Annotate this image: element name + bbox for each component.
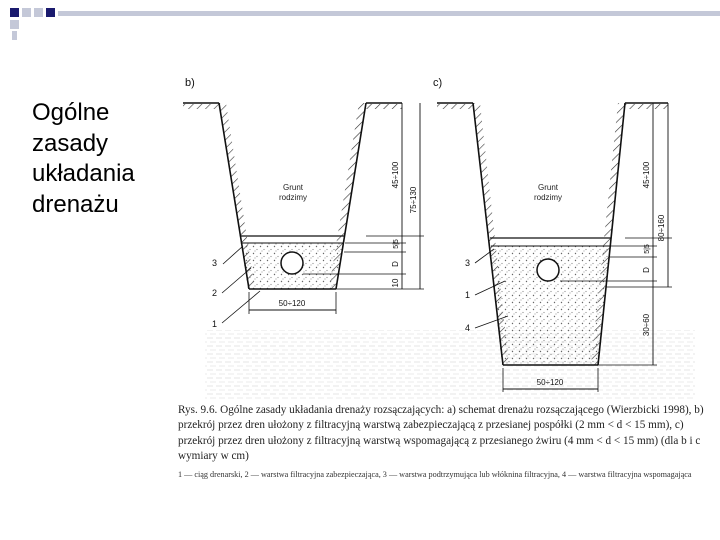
slide-title-line-3: układania: [32, 160, 135, 187]
panel-c-dim-45-100: 45÷100: [642, 161, 651, 189]
figure-caption: Rys. 9.6. Ogólne zasady układania drenaży rozsączających: a) schemat drenażu rozsączającego (Wierzbicki 1998), b) przekrój przez dren ułożony z filtracyjną warstwą zabezpieczającą z przesianej pospółki (2 mm < d < 15 mm), c) przekrój przez dren ułożony z filtracyjną warstwą wspomagającą z przesianego żwiru (4 mm < d < 15 mm) (dla b i c wymiary w cm): [178, 404, 704, 463]
figure-caption-block: [178, 403, 706, 480]
panel-b-trench-wall-left: [219, 103, 249, 289]
deco-square-light-1: [22, 8, 31, 17]
panel-b-dim-10: 10: [391, 278, 400, 288]
panel-b-drain-pipe: [281, 252, 303, 274]
panel-b-callout-3: 3: [212, 258, 218, 268]
panel-b-trench-wall-right: [336, 103, 366, 289]
deco-side-bar: [12, 31, 17, 40]
panel-b-soil-label-2: rodzimy: [278, 193, 308, 202]
panel-b-soil-label-1: Grunt: [282, 183, 304, 192]
deco-square-light-2: [34, 8, 43, 17]
panel-c-trench-wall-left: [473, 103, 503, 365]
panel-c-letter: c): [433, 77, 443, 89]
panel-b: [183, 77, 424, 329]
slide-corner-decoration: [0, 0, 720, 40]
panel-c-soil-label-2: rodzimy: [533, 193, 563, 202]
panel-b-dim-D: D: [391, 261, 400, 267]
panel-b-ground-hatch-right: [366, 104, 402, 109]
panel-c-drain-pipe: [537, 259, 559, 281]
deco-top-bar: [58, 11, 720, 16]
panel-c-width-dim: 50÷120: [536, 378, 564, 387]
slide-title-line-2: zasady: [32, 129, 109, 157]
panel-c-dim-80-160: 80÷160: [657, 214, 666, 242]
panel-c-dim-30-60: 30÷60: [642, 313, 651, 337]
panel-b-callout-2: 2: [212, 288, 218, 298]
panel-b-letter: b): [185, 77, 195, 89]
panel-b-ground-hatch-left: [183, 104, 219, 109]
panel-c-ground-hatch-left: [437, 104, 473, 109]
panel-c-ground-hatch-right: [625, 104, 668, 109]
panel-b-leader-1: [222, 291, 260, 323]
figure-legend: 1 — ciąg drenarski, 2 — warstwa filtracyjna zabezpieczająca, 3 — warstwa podtrzymująca lub włóknina filtracyjna, 4 — warstwa filtracyjna wspomagająca: [178, 469, 692, 479]
panel-b-dim-45-100: 45÷100: [391, 161, 400, 189]
panel-b-leader-2: [222, 268, 251, 293]
slide-title: [32, 98, 182, 220]
panel-c-dim-D: D: [642, 267, 651, 273]
slide-title-line-1: Ogólne: [32, 99, 110, 126]
panel-b-width-dim: 50÷120: [278, 299, 306, 308]
panel-c-soil-label-1: Grunt: [537, 183, 559, 192]
panel-b-dim-75-130: 75÷130: [409, 186, 418, 214]
panel-c-dim-5-5: 5|5: [644, 244, 651, 254]
panel-b-callout-1: 1: [212, 319, 218, 329]
panel-b-dim-5-5: 5|5: [393, 239, 400, 249]
panel-c-callout-4: 4: [465, 323, 471, 333]
slide-title-line-4: drenażu: [32, 190, 119, 218]
panel-c-callout-1: 1: [465, 290, 471, 300]
panel-c-trench-wall-right: [598, 103, 625, 365]
deco-square-dark-2: [46, 8, 55, 17]
deco-square-light-3: [10, 20, 19, 29]
panel-b-leader-3: [223, 246, 243, 264]
panel-c-callout-3: 3: [465, 258, 471, 268]
deco-square-dark: [10, 8, 19, 17]
